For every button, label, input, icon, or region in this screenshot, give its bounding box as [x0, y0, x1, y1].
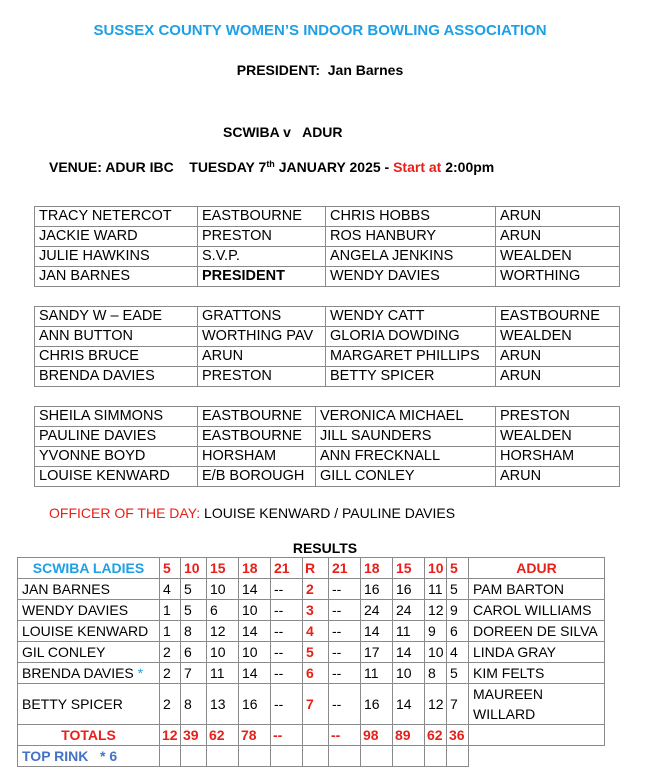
away-score: 16	[361, 579, 393, 600]
away-score: 11	[393, 621, 425, 642]
empty-cell	[303, 746, 329, 767]
home-team-header: SCWIBA LADIES	[18, 558, 160, 579]
home-score: 14	[239, 621, 271, 642]
rink-row	[35, 247, 620, 267]
away-score: 17	[361, 642, 393, 663]
home-player: YVONNE BOYD	[35, 447, 198, 467]
rink-number: 2	[303, 579, 329, 600]
home-score: --	[271, 600, 303, 621]
home-score: --	[271, 642, 303, 663]
home-total: 39	[181, 725, 207, 746]
rink-table-3	[34, 406, 620, 487]
top-rink-star: *	[133, 665, 144, 681]
home-score: 2	[160, 663, 181, 684]
end-column-header: 18	[239, 558, 271, 579]
empty-cell	[239, 746, 271, 767]
away-score: 24	[361, 600, 393, 621]
rink-number: 7	[303, 684, 329, 725]
top-rink-label: TOP RINK * 6	[18, 746, 160, 767]
away-score: --	[329, 663, 361, 684]
away-score: --	[329, 642, 361, 663]
home-player-label: BETTY SPICER	[22, 696, 123, 712]
match-title: SCWIBA v ADUR	[223, 124, 343, 140]
venue-prefix: VENUE: ADUR IBC TUESDAY 7	[49, 159, 267, 175]
away-score: 9	[447, 600, 469, 621]
rink-row	[35, 227, 620, 247]
home-score: 10	[207, 642, 239, 663]
away-player: MARGARET PHILLIPS	[326, 347, 496, 367]
away-score: 10	[425, 642, 447, 663]
officer-of-the-day	[49, 505, 455, 521]
rink-row	[35, 467, 620, 487]
away-total: 89	[393, 725, 425, 746]
officer-label: OFFICER OF THE DAY:	[49, 505, 201, 521]
away-player: CHRIS HOBBS	[326, 207, 496, 227]
results-title: RESULTS	[292, 540, 358, 556]
home-total: --	[271, 725, 303, 746]
home-player: TRACY NETERCOT	[35, 207, 198, 227]
home-score: 2	[160, 684, 181, 725]
away-total: 36	[447, 725, 469, 746]
president-name: Jan Barnes	[327, 62, 404, 78]
home-player: SHEILA SIMMONS	[35, 407, 198, 427]
home-score: 8	[181, 684, 207, 725]
empty-cell	[207, 746, 239, 767]
away-score: --	[329, 684, 361, 725]
home-player: CHRIS BRUCE	[35, 347, 198, 367]
home-score: 14	[239, 663, 271, 684]
home-score: 12	[207, 621, 239, 642]
away-score: 24	[393, 600, 425, 621]
rink-total-blank	[303, 725, 329, 746]
home-score: --	[271, 621, 303, 642]
home-player-name	[18, 600, 160, 621]
home-club: WORTHING PAV	[198, 327, 326, 347]
away-score: --	[329, 621, 361, 642]
home-score: 6	[207, 600, 239, 621]
away-club: ARUN	[496, 467, 620, 487]
away-club: EASTBOURNE	[496, 307, 620, 327]
rink-row	[35, 427, 620, 447]
end-column-header: 5	[160, 558, 181, 579]
home-player-label: JAN BARNES	[22, 581, 110, 597]
rink-table-1	[34, 206, 620, 287]
home-total: 12	[160, 725, 181, 746]
away-total-blank	[469, 725, 605, 746]
away-score: 5	[447, 579, 469, 600]
result-row	[18, 663, 605, 684]
rink-row	[35, 407, 620, 427]
home-score: 11	[207, 663, 239, 684]
away-score: 12	[425, 600, 447, 621]
away-score: 11	[425, 579, 447, 600]
away-score: 7	[447, 684, 469, 725]
home-score: 2	[160, 642, 181, 663]
home-player-label: LOUISE KENWARD	[22, 623, 149, 639]
officer-names: LOUISE KENWARD / PAULINE DAVIES	[200, 505, 456, 521]
away-player-name: CAROL WILLIAMS	[469, 600, 605, 621]
end-column-header: 18	[361, 558, 393, 579]
home-player-name	[18, 579, 160, 600]
home-score: 5	[181, 579, 207, 600]
away-score: 16	[393, 579, 425, 600]
away-total: 98	[361, 725, 393, 746]
away-club: ARUN	[496, 367, 620, 387]
home-player: SANDY W – EADE	[35, 307, 198, 327]
away-player: VERONICA MICHAEL	[316, 407, 496, 427]
home-player: JAN BARNES	[35, 267, 198, 287]
away-player: GILL CONLEY	[316, 467, 496, 487]
empty-cell	[329, 746, 361, 767]
end-column-header: 15	[393, 558, 425, 579]
home-score: 6	[181, 642, 207, 663]
away-total: --	[329, 725, 361, 746]
away-player-name: DOREEN DE SILVA	[469, 621, 605, 642]
home-club: EASTBOURNE	[198, 427, 316, 447]
result-row	[18, 642, 605, 663]
totals-label: TOTALS	[18, 725, 160, 746]
away-score: 4	[447, 642, 469, 663]
rink-number: 6	[303, 663, 329, 684]
home-score: 10	[239, 600, 271, 621]
home-score: 7	[181, 663, 207, 684]
end-column-header: 15	[207, 558, 239, 579]
away-score: 5	[447, 663, 469, 684]
away-total: 62	[425, 725, 447, 746]
results-header-row	[18, 558, 605, 579]
home-player-label: WENDY DAVIES	[22, 602, 129, 618]
president-line	[0, 62, 640, 78]
totals-row	[18, 725, 605, 746]
away-player: ANGELA JENKINS	[326, 247, 496, 267]
away-player-name: LINDA GRAY	[469, 642, 605, 663]
rink-table-2	[34, 306, 620, 387]
home-player: JULIE HAWKINS	[35, 247, 198, 267]
rink-row	[35, 367, 620, 387]
away-player: WENDY CATT	[326, 307, 496, 327]
results-table	[17, 557, 605, 767]
venue-line	[49, 159, 494, 175]
home-player-label: BRENDA DAVIES	[22, 665, 134, 681]
home-score: 10	[207, 579, 239, 600]
home-score: --	[271, 579, 303, 600]
away-player: ROS HANBURY	[326, 227, 496, 247]
rink-number: 4	[303, 621, 329, 642]
home-player: ANN BUTTON	[35, 327, 198, 347]
away-score: 16	[361, 684, 393, 725]
away-score: --	[329, 579, 361, 600]
home-player: PAULINE DAVIES	[35, 427, 198, 447]
away-club: PRESTON	[496, 407, 620, 427]
away-score: --	[329, 600, 361, 621]
home-score: --	[271, 663, 303, 684]
away-score: 8	[425, 663, 447, 684]
away-score: 10	[393, 663, 425, 684]
away-score: 9	[425, 621, 447, 642]
rink-number: 3	[303, 600, 329, 621]
president-label: PRESIDENT:	[236, 62, 320, 78]
home-player: LOUISE KENWARD	[35, 467, 198, 487]
away-club: WEALDEN	[496, 427, 620, 447]
home-player-name	[18, 684, 160, 725]
away-player: JILL SAUNDERS	[316, 427, 496, 447]
rink-number: 5	[303, 642, 329, 663]
end-column-header: 21	[271, 558, 303, 579]
home-score: 14	[239, 579, 271, 600]
empty-cell	[160, 746, 181, 767]
home-player-name	[18, 642, 160, 663]
away-player-name: KIM FELTS	[469, 663, 605, 684]
home-club: PRESTON	[198, 367, 326, 387]
empty-cell	[447, 746, 469, 767]
home-club: HORSHAM	[198, 447, 316, 467]
home-score: --	[271, 684, 303, 725]
away-score: 11	[361, 663, 393, 684]
home-player-label: GIL CONLEY	[22, 644, 106, 660]
result-row	[18, 621, 605, 642]
home-club: PRESIDENT	[198, 267, 326, 287]
start-time: 2:00pm	[441, 159, 495, 175]
rink-row	[35, 347, 620, 367]
away-team-header: ADUR	[469, 558, 605, 579]
away-club: WEALDEN	[496, 327, 620, 347]
end-column-header: 21	[329, 558, 361, 579]
away-club: ARUN	[496, 207, 620, 227]
away-score: 14	[393, 684, 425, 725]
away-player-name: MAUREEN WILLARD	[469, 684, 605, 725]
empty-cell	[361, 746, 393, 767]
home-score: 1	[160, 600, 181, 621]
home-player-name	[18, 663, 160, 684]
rink-row	[35, 447, 620, 467]
home-total: 78	[239, 725, 271, 746]
away-player: ANN FRECKNALL	[316, 447, 496, 467]
start-label: Start at	[389, 159, 442, 175]
away-club: ARUN	[496, 227, 620, 247]
home-score: 8	[181, 621, 207, 642]
home-score: 16	[239, 684, 271, 725]
home-score: 10	[239, 642, 271, 663]
end-column-header: 5	[447, 558, 469, 579]
result-row	[18, 684, 605, 725]
home-club: S.V.P.	[198, 247, 326, 267]
rink-row	[35, 207, 620, 227]
away-score: 12	[425, 684, 447, 725]
away-player: BETTY SPICER	[326, 367, 496, 387]
top-rink-row	[18, 746, 605, 767]
away-player: WENDY DAVIES	[326, 267, 496, 287]
rink-row	[35, 267, 620, 287]
empty-cell	[271, 746, 303, 767]
end-column-header: 10	[425, 558, 447, 579]
end-column-header: R	[303, 558, 329, 579]
venue-date-suffix: th	[266, 159, 275, 169]
venue-date: JANUARY 2025 -	[274, 159, 390, 175]
home-player-name	[18, 621, 160, 642]
home-score: 13	[207, 684, 239, 725]
home-club: ARUN	[198, 347, 326, 367]
away-player: GLORIA DOWDING	[326, 327, 496, 347]
away-club: ARUN	[496, 347, 620, 367]
empty-cell	[469, 746, 605, 767]
home-score: 4	[160, 579, 181, 600]
home-score: 5	[181, 600, 207, 621]
away-player-name: PAM BARTON	[469, 579, 605, 600]
away-score: 6	[447, 621, 469, 642]
rink-row	[35, 327, 620, 347]
end-column-header: 10	[181, 558, 207, 579]
empty-cell	[425, 746, 447, 767]
away-club: WEALDEN	[496, 247, 620, 267]
away-score: 14	[361, 621, 393, 642]
away-club: WORTHING	[496, 267, 620, 287]
association-title: SUSSEX COUNTY WOMEN’S INDOOR BOWLING ASSOCIATION	[93, 22, 547, 39]
away-club: HORSHAM	[496, 447, 620, 467]
home-player: JACKIE WARD	[35, 227, 198, 247]
empty-cell	[393, 746, 425, 767]
home-player: BRENDA DAVIES	[35, 367, 198, 387]
home-score: 1	[160, 621, 181, 642]
home-club: GRATTONS	[198, 307, 326, 327]
home-total: 62	[207, 725, 239, 746]
empty-cell	[181, 746, 207, 767]
home-club: EASTBOURNE	[198, 207, 326, 227]
result-row	[18, 579, 605, 600]
result-row	[18, 600, 605, 621]
away-score: 14	[393, 642, 425, 663]
home-club: E/B BOROUGH	[198, 467, 316, 487]
home-club: EASTBOURNE	[198, 407, 316, 427]
rink-row	[35, 307, 620, 327]
home-club: PRESTON	[198, 227, 326, 247]
